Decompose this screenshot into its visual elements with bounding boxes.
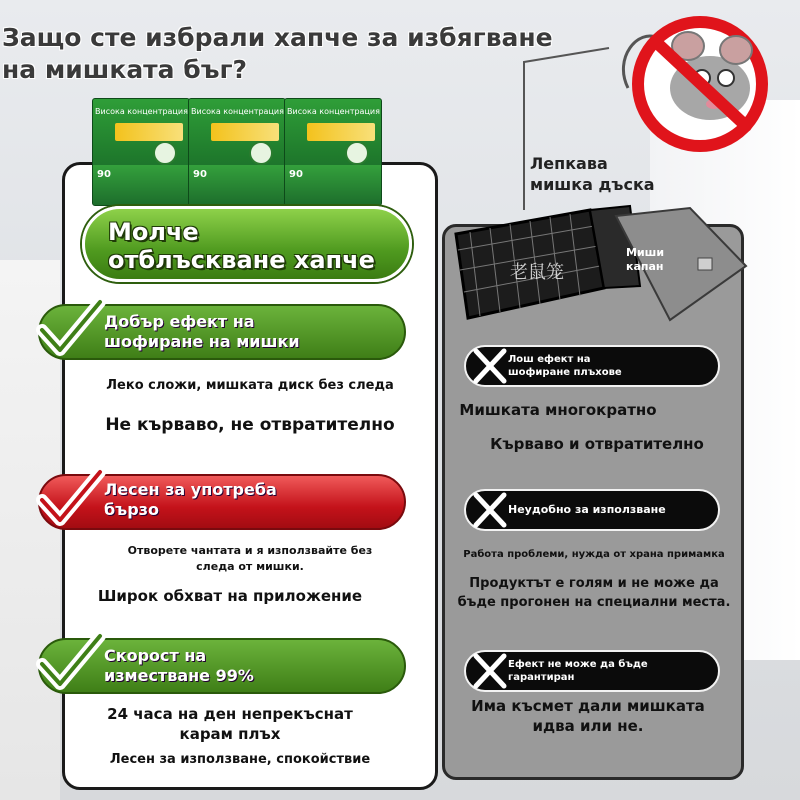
feature-title-line-2: изместване 99%: [104, 666, 254, 685]
product-packs: [92, 98, 382, 206]
check-icon: [36, 466, 106, 530]
sticky-board-label-line-1: Лепкава: [530, 154, 608, 173]
drawback-title-line-1: Ефект не може да бъде: [508, 659, 648, 670]
feature-title-speed: [104, 646, 394, 686]
drawback-title-line-2: шофиране плъхове: [508, 367, 622, 378]
feature-detail: Леко сложи, мишката диск без следа: [106, 378, 394, 393]
drawback-text-line-2: бъде прогонен на специални места.: [457, 595, 731, 610]
feature-title-easy-use: [104, 480, 394, 520]
check-icon: [36, 630, 106, 694]
drawback-title-line-2: гарантиран: [508, 672, 575, 683]
feature-title-line-1: Лесен за употреба: [104, 480, 277, 499]
main-product-title-line-1: Молче: [108, 218, 199, 246]
pack-seal-icon: [345, 141, 369, 165]
main-product-title: [108, 218, 408, 274]
drawback-title-bad-effect: [508, 353, 708, 379]
cross-icon: [470, 347, 510, 385]
product-pack: [284, 98, 382, 206]
sticky-board-label-line-2: мишка дъска: [530, 175, 655, 194]
drawback-text: Мишката многократно: [459, 401, 657, 419]
feature-highlight: Не кърваво, не отвратително: [105, 415, 395, 435]
feature-highlight-line-2: карам плъх: [179, 725, 281, 743]
cage-chinese-mark: 老鼠笼: [510, 262, 564, 283]
pack-label: Висока концентрация: [95, 107, 188, 116]
feature-highlight: Широк обхват на приложение: [97, 587, 363, 605]
pack-label: Висока концентрация: [287, 107, 380, 116]
sticky-board-label: [530, 153, 680, 195]
pack-count: 90: [97, 169, 111, 180]
drawback-text: Кърваво и отвратително: [490, 435, 704, 453]
feature-detail-line-1: Отворете чантата и я използвайте без: [127, 544, 373, 557]
drawback-title-inconvenient: Неудобно за използване: [508, 503, 666, 516]
pack-band: [211, 123, 279, 141]
cage-label-line-2: капан: [626, 260, 664, 273]
feature-title-drive-effect: [104, 312, 394, 352]
pack-count: 90: [193, 169, 207, 180]
product-pack: [92, 98, 190, 206]
feature-detail-line-2: следа от мишки.: [196, 560, 304, 573]
feature-highlight-line-1: 24 часа на ден непрекъснат: [107, 705, 353, 723]
feature-title-line-2: шофиране на мишки: [104, 332, 300, 351]
cross-icon: [470, 491, 510, 529]
no-mouse-sign-icon: [618, 8, 778, 158]
cross-icon: [470, 652, 510, 690]
drawback-title-line-1: Лош ефект на: [508, 354, 591, 365]
main-product-title-line-2: отблъскване хапче: [108, 246, 375, 274]
headline-line-1: Защо сте избрали хапче за избягване: [2, 23, 553, 52]
check-icon: [36, 296, 106, 360]
pack-count: 90: [289, 169, 303, 180]
feature-detail: Лесен за използване, спокойствие: [109, 752, 371, 767]
pack-label: Висока концентрация: [191, 107, 284, 116]
drawback-text: [446, 574, 742, 612]
drawback-title-no-guarantee: [508, 658, 708, 684]
headline-line-2: на мишката бъг?: [2, 55, 248, 84]
headline: [2, 22, 582, 86]
feature-title-line-1: Скорост на: [104, 646, 207, 665]
drawback-text-line-1: Има късмет дали мишката: [471, 697, 705, 715]
feature-highlight: [50, 704, 410, 744]
drawback-text-line-2: идва или не.: [532, 717, 644, 735]
drawback-text-line-1: Продуктът е голям и не може да: [469, 576, 719, 591]
cage-label-line-1: Миши: [626, 246, 665, 259]
feature-title-line-2: бързо: [104, 500, 159, 519]
feature-detail: [70, 543, 430, 575]
pack-seal-icon: [249, 141, 273, 165]
pack-seal-icon: [153, 141, 177, 165]
pack-band: [307, 123, 375, 141]
drawback-text: [446, 696, 730, 736]
drawback-small-text: Работа проблеми, нужда от храна примамка: [463, 549, 725, 560]
pack-band: [115, 123, 183, 141]
mouse-cage-trap: [450, 200, 750, 330]
feature-title-line-1: Добър ефект на: [104, 312, 255, 331]
cage-label: [626, 246, 686, 274]
product-pack: [188, 98, 286, 206]
